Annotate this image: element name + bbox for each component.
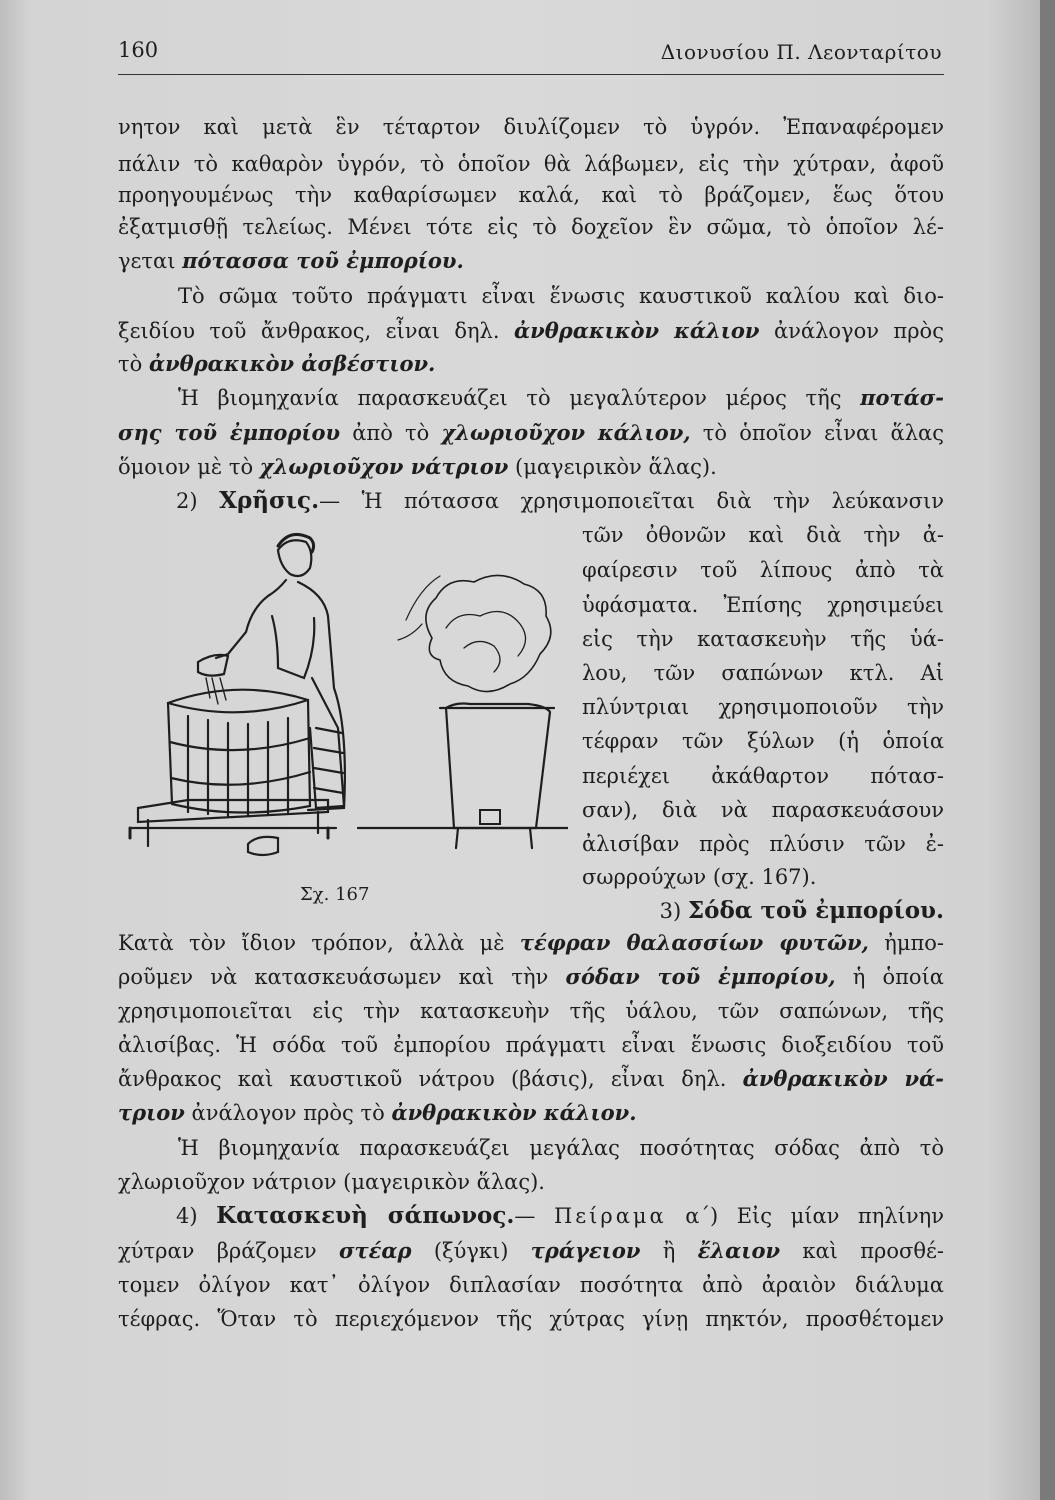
text-line: νητον καὶ μετὰ ἓν τέταρτον διυλίζομεν τὸ ὑγρόν. Ἐπαναφέρομεν: [118, 115, 944, 139]
page-number: 160: [118, 38, 159, 62]
text-line: τομεν ὀλίγον κατ᾽ ὀλίγον διπλασίαν ποσότητα ἀπὸ ἀραιὸν διάλυμα: [118, 1273, 944, 1297]
text-line: χλωριοῦχον νάτριον (μαγειρικὸν ἅλας).: [118, 1170, 545, 1194]
text-line: εἰς τὴν κατασκευὴν τῆς ὑά-: [582, 627, 944, 651]
section-title: Σόδα τοῦ ἐμπορίου.: [687, 897, 944, 924]
text-line: Ἡ βιομηχανία παρασκευάζει μεγάλας ποσότητας σόδας ἀπὸ τὸ: [178, 1136, 944, 1160]
text-line: ἀλισίβαν πρὸς πλύσιν τῶν ἐ-: [582, 832, 944, 856]
text-line: τριον ἀνάλογον πρὸς τὸ ἀνθρακικὸν κάλιον.: [118, 1100, 637, 1125]
text-line: ἀλισίβας. Ἡ σόδα τοῦ ἐμπορίου πράγματι εἶναι ἕνωσις διοξειδίου τοῦ: [118, 1033, 944, 1057]
text-line: τέφραν τῶν ξύλων (ἡ ὁποία: [582, 729, 944, 753]
text-line: σης τοῦ ἐμπορίου ἀπὸ τὸ χλωριοῦχον κάλιον, τὸ ὁποῖον εἶναι ἅλας: [118, 420, 944, 445]
section-heading-line: 2) Χρῆσις.— Ἡ πότασσα χρησιμοποιεῖται διὰ τὴν λεύκανσιν: [176, 487, 944, 514]
text-line: προηγουμένως τὴν καθαρίσωμεν καλά, καὶ τὸ βράζομεν, ἕως ὅτου: [118, 183, 944, 207]
text-line: ἐξατμισθῇ τελείως. Μένει τότε εἰς τὸ δοχεῖον ἓν σῶμα, τὸ ὁποῖον λέ-: [118, 215, 944, 239]
text-line: τὸ ἀνθρακικὸν ἀσβέστιον.: [118, 351, 436, 376]
section-heading-line: 4) Κατασκευὴ σάπωνος.— Πείραμα α΄) Εἰς μίαν πηλίνην: [176, 1202, 944, 1229]
text-line: πάλιν τὸ καθαρὸν ὑγρόν, τὸ ὁποῖον θὰ λάβωμεν, εἰς τὴν χύτραν, ἀφοῦ: [118, 152, 944, 176]
text-line: περιέχει ἀκάθαρτον πότασ-: [582, 764, 944, 788]
section-title: Κατασκευὴ σάπωνος.: [216, 1202, 515, 1229]
section-heading-line: 3) Σόδα τοῦ ἐμπορίου.: [659, 897, 944, 924]
text-line: Τὸ σῶμα τοῦτο πράγματι εἶναι ἕνωσις καυστικοῦ καλίου καὶ διο-: [178, 284, 944, 308]
text-line: σωρρούχων (σχ. 167).: [582, 865, 817, 889]
text-line: χύτραν βράζομεν στέαρ (ξύγκι) τράγειον ἢ ἔλαιον καὶ προσθέ-: [118, 1238, 944, 1263]
text-line: Κατὰ τὸν ἴδιον τρόπον, ἀλλὰ μὲ τέφραν θαλασσίων φυτῶν, ἠμπο-: [118, 930, 945, 955]
text-line: γεται πότασσα τοῦ ἐμπορίου.: [118, 248, 464, 273]
running-head: Διονυσίου Π. Λεονταρίτου: [660, 40, 942, 64]
figure-caption: Σχ. 167: [300, 884, 370, 905]
text-line: λου, τῶν σαπώνων κτλ. Αἱ: [582, 661, 944, 685]
text-line: Ἡ βιομηχανία παρασκευάζει τὸ μεγαλύτερον μέρος τῆς ποτάσ-: [178, 385, 944, 410]
text-line: ροῦμεν νὰ κατασκευάσωμεν καὶ τὴν σόδαν τοῦ ἐμπορίου, ἡ ὁποία: [118, 964, 944, 989]
section-title: Χρῆσις.: [219, 487, 320, 514]
page-edge: [1040, 0, 1055, 1500]
text-line: τῶν ὀθονῶν καὶ διὰ τὴν ἀ-: [582, 523, 944, 547]
text-line: ὑφάσματα. Ἐπίσης χρησιμεύει: [582, 593, 944, 617]
washerwoman-and-boiling-pot-illustration: [128, 528, 568, 868]
text-line: πλύντριαι χρησιμοποιοῦν τὴν: [582, 695, 944, 719]
text-line: τέφρας. Ὅταν τὸ περιεχόμενον τῆς χύτρας γίνῃ πηκτόν, προσθέτομεν: [118, 1307, 944, 1331]
text-line: ἄνθρακος καὶ καυστικοῦ νάτρου (βάσις), εἶναι δηλ. ἀνθρακικὸν νά-: [118, 1066, 944, 1091]
text-line: ξειδίου τοῦ ἄνθρακος, εἶναι δηλ. ἀνθρακικὸν κάλιον ἀνάλογον πρὸς: [118, 318, 944, 343]
text-line: ὅμοιον μὲ τὸ χλωριοῦχον νάτριον (μαγειρικὸν ἅλας).: [118, 454, 717, 479]
text-line: χρησιμοποιεῖται εἰς τὴν κατασκευὴν τῆς ὑάλου, τῶν σαπώνων, τῆς: [118, 999, 944, 1023]
text-line: φαίρεσιν τοῦ λίπους ἀπὸ τὰ: [582, 558, 944, 582]
page-header: [118, 36, 944, 75]
text-line: σαν), διὰ νὰ παρασκευάσουν: [582, 798, 944, 822]
